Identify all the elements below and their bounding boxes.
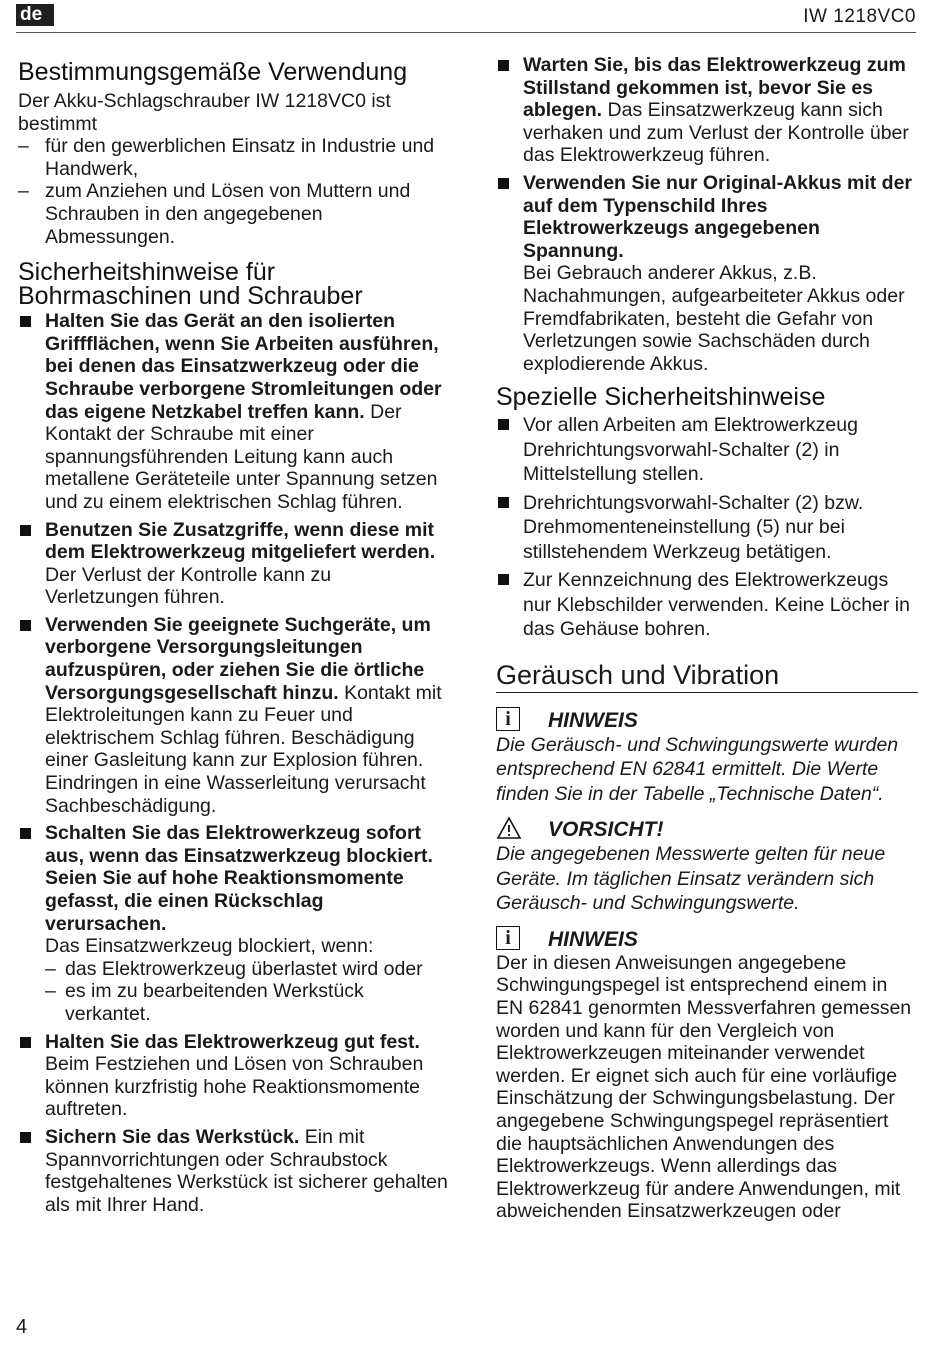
caution-label: VORSICHT!	[548, 818, 664, 842]
notice-label: HINWEIS	[548, 927, 638, 951]
list-item	[45, 980, 448, 1025]
square-bullet-icon	[498, 419, 509, 430]
info-icon: i	[496, 926, 520, 950]
list-item	[496, 172, 918, 375]
intended-use-intro: Der Akku-Schlagschrauber IW 1218VC0 ist bestimmt	[18, 90, 391, 135]
model-code: IW 1218VC0	[803, 6, 916, 27]
section-title-special-safety: Spezielle Sicherheitshinweise	[496, 383, 826, 412]
list-item	[496, 491, 918, 565]
list-item	[18, 135, 448, 180]
warning-bold: Sichern Sie das Werkstück.	[45, 1125, 300, 1148]
warning-text: Kontakt mit Elektroleitungen kann zu Feuer und elektrischem Schlag führen. Beschädigung einer Gasleitung kann zur Explosion führen. Eindringen in eine Wasserleitung verursacht Sachbeschädigung.	[45, 681, 442, 817]
square-bullet-icon	[20, 1132, 31, 1143]
list-item-text: Zur Kennzeichnung des Elektrowerkzeugs nur Klebschilder verwenden. Keine Löcher in das Gehäuse bohren.	[523, 569, 910, 641]
section-title-noise-vibration: Geräusch und Vibration	[496, 660, 918, 693]
warning-bold: Halten Sie das Elektrowerkzeug gut fest.	[45, 1030, 420, 1053]
info-icon: i	[496, 707, 520, 731]
list-item	[18, 519, 448, 609]
warning-bold: Warten Sie, bis das Elektrowerkzeug zum Stillstand gekommen ist, bevor Sie es ablegen.	[523, 54, 906, 122]
special-safety-list	[496, 413, 918, 642]
notice-text: Die Geräusch- und Schwingungswerte wurden entsprechend EN 62841 ermittelt. Die Werte finden Sie in der Tabelle „Technische Daten“.	[496, 733, 899, 805]
square-bullet-icon	[20, 828, 31, 839]
caution-heading	[496, 816, 918, 842]
warning-text: Das Einsatzwerkzeug blockiert, wenn:	[45, 935, 374, 958]
list-item	[18, 1126, 448, 1216]
page-number: 4	[16, 1316, 28, 1338]
list-item-text: zum Anziehen und Lösen von Muttern und Schrauben in den angegebenen Abmessungen.	[45, 180, 411, 248]
intended-use-list	[18, 135, 448, 248]
square-bullet-icon	[20, 316, 31, 327]
list-item	[18, 822, 448, 1025]
list-item-text: für den gewerblichen Einsatz in Industrie und Handwerk,	[45, 135, 435, 180]
list-item	[496, 413, 918, 487]
safety-list	[18, 310, 448, 1216]
vibration-info-text: Der in diesen Anweisungen angegebene Schwingungspegel ist entsprechend einem in EN 62841 genormten Messverfahren gemessen worden und kann für den Vergleich von Elektrowerkzeugen miteinander verwendet werden. Er eignet sich auch für eine vorläufige Einschätzung der Schwingungsbelastung. Der angegebene Schwingungspegel repräsentiert die hauptsächlichen Anwendungen des Elektrowerkzeugs. Wenn allerdings das Elektrowerkzeug für andere Anwendungen, mit abweichenden Einsatzwerkzeugen oder	[496, 951, 912, 1223]
warning-bold: Halten Sie das Gerät an den isolierten Griffflächen, wenn Sie Arbeiten ausführen, bei denen das Einsatzwerkzeug oder die Schraube verborgene Stromleitungen oder das eigene Netzkabel treffen kann.	[45, 310, 442, 423]
warning-text: Beim Festziehen und Lösen von Schrauben können kurzfristig hohe Reaktionsmomente auftreten.	[45, 1053, 424, 1121]
notice-label: HINWEIS	[548, 708, 638, 732]
list-item-text: es im zu bearbeitenden Werkstück verkantet.	[65, 980, 364, 1025]
warning-text: Das Einsatzwerkzeug kann sich verhaken und zum Verlust der Kontrolle über das Elektrowerkzeug führen.	[523, 99, 909, 167]
list-item	[496, 54, 918, 167]
safety-list-continued	[496, 54, 918, 375]
square-bullet-icon	[498, 497, 509, 508]
blocked-conditions-list	[45, 958, 448, 1026]
right-column	[496, 54, 918, 1223]
notice-heading	[496, 926, 918, 952]
notice-heading	[496, 707, 918, 733]
dash-icon: –	[45, 980, 56, 1003]
square-bullet-icon	[498, 60, 509, 71]
dash-icon: –	[45, 957, 56, 980]
list-item	[45, 958, 448, 981]
dash-icon: –	[18, 135, 29, 158]
square-bullet-icon	[20, 525, 31, 536]
list-item-text: Drehrichtungsvorwahl-Schalter (2) bzw. Drehmomenteneinstellung (5) nur bei stillstehendem Werkzeug betätigen.	[523, 491, 864, 563]
section-title-safety-drills: Sicherheitshinweise für Bohrmaschinen und Schrauber	[18, 258, 363, 311]
list-item	[18, 310, 448, 513]
square-bullet-icon	[498, 574, 509, 585]
list-item	[18, 614, 448, 817]
section-title-intended-use: Bestimmungsgemäße Verwendung	[18, 58, 408, 86]
list-item-text: das Elektrowerkzeug überlastet wird oder	[65, 957, 423, 980]
square-bullet-icon	[498, 178, 509, 189]
left-column	[18, 54, 448, 1216]
dash-icon: –	[18, 180, 29, 203]
warning-bold: Benutzen Sie Zusatzgriffe, wenn diese mit dem Elektrowerkzeug mitgeliefert werden.	[45, 518, 436, 564]
header-rule	[16, 32, 916, 33]
warning-bold: Schalten Sie das Elektrowerkzeug sofort aus, wenn das Einsatzwerkzeug blockiert. Seien Sie auf hohe Reaktionsmomente gefasst, die einen Rückschlag verursachen.	[45, 822, 433, 935]
warning-triangle-icon	[496, 816, 522, 840]
list-item	[18, 1031, 448, 1121]
square-bullet-icon	[20, 1037, 31, 1048]
warning-text: Bei Gebrauch anderer Akkus, z.B. Nachahmungen, aufgearbeiteter Akkus oder Fremdfabrikaten, besteht die Gefahr von Verletzungen sowie Sachschäden durch explodierende Akkus.	[523, 262, 905, 375]
caution-text: Die angegebenen Messwerte gelten für neue Geräte. Im täglichen Einsatz verändern sich Geräusch- und Schwingungswerte.	[496, 843, 886, 915]
list-item	[496, 568, 918, 642]
warning-text: Der Kontakt der Schraube mit einer spannungsführenden Leitung kann auch metallene Geräteteile unter Spannung setzen und zu einem elektrischen Schlag führen.	[45, 400, 438, 513]
warning-text: Ein mit Spannvorrichtungen oder Schraubstock festgehaltenes Werkstück ist sicherer gehalten als mit Ihrer Hand.	[45, 1125, 448, 1216]
language-badge: de	[16, 4, 54, 26]
warning-text: Der Verlust der Kontrolle kann zu Verletzungen führen.	[45, 563, 332, 609]
warning-bold: Verwenden Sie nur Original-Akkus mit der auf dem Typenschild Ihres Elektrowerkzeugs angegebenen Spannung.	[523, 171, 913, 262]
square-bullet-icon	[20, 620, 31, 631]
list-item	[18, 180, 448, 248]
warning-bold: Verwenden Sie geeignete Suchgeräte, um verborgene Versorgungsleitungen aufzuspüren, oder ziehen Sie die örtliche Versorgungsgesellschaft hinzu.	[45, 613, 431, 704]
list-item-text: Vor allen Arbeiten am Elektrowerkzeug Drehrichtungsvorwahl-Schalter (2) in Mittelstellung stellen.	[523, 414, 858, 486]
